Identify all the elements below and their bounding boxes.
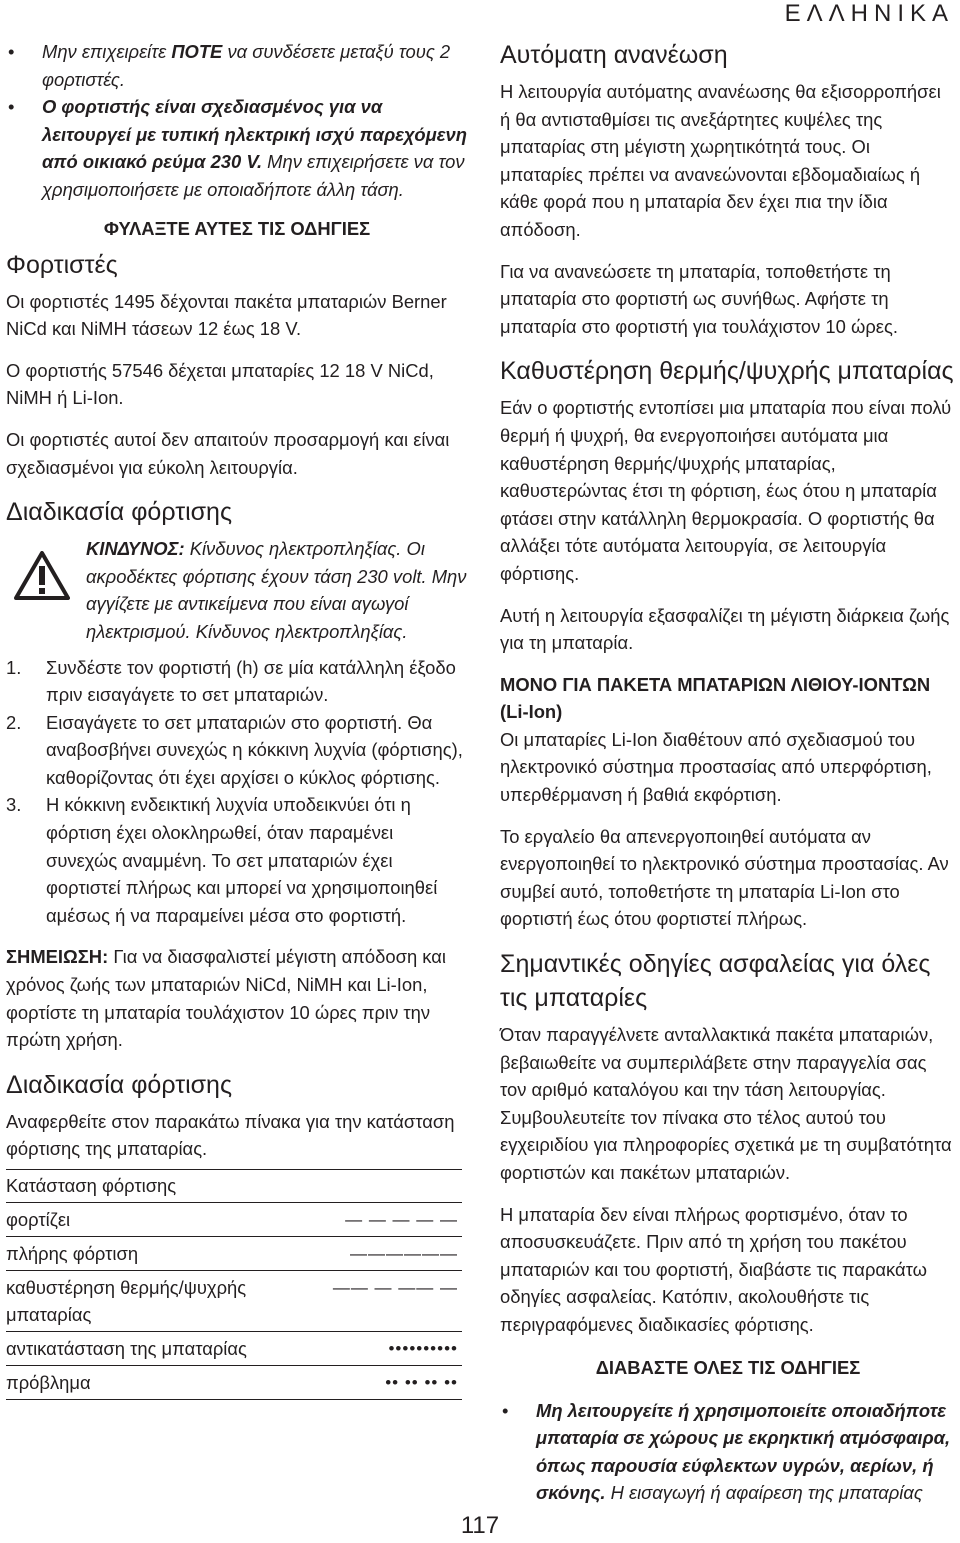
left-column — [6, 38, 468, 1400]
list-item: 1. Συνδέστε τον φορτιστή (h) σε μία κατάλληλη έξοδο πριν εισαγάγετε το σετ μπαταριών. — [6, 656, 456, 706]
table-header: Κατάσταση φόρτισης — [6, 1170, 462, 1203]
li-ion-paragraph: Το εργαλείο θα απενεργοποιηθεί αυτόματα αν ενεργοποιηθεί το ηλεκτρονικό σύστημα προστασίας. Αν συμβεί αυτό, τοποθετήστε τη μπαταρία Li-Ion στο φορτιστή έως ότου φορτιστεί πλήρως. — [500, 825, 949, 930]
safety-paragraph: Η μπαταρία δεν είναι πλήρως φορτισμένο, όταν το αποσυσκευάζετε. Πριν από τη χρήση του πακέτου μπαταριών και του φορτιστή, διαβάστε τις παρακάτω οδηγίες ασφαλείας. Κατόπιν, ακολουθήστε τις περιγραφόμενες διαδικασίες φόρτισης. — [500, 1203, 927, 1335]
li-ion-heading: ΜΟΝΟ ΓΙΑ ΠΑΚΕΤΑ ΜΠΑΤΑΡΙΩΝ ΛΙΘΙΟΥ-ΙΟΝΤΩΝ (Li-Ion) — [500, 673, 931, 723]
list-item: 2. Εισαγάγετε το σετ μπαταριών στο φορτιστή. Θα αναβοσβήνει συνεχώς η κόκκινη λυχνία (φόρτισης), καθορίζοντας ότι έχει αρχίσει ο κύκλος φόρτισης. — [6, 711, 463, 788]
left-bullet-list — [6, 38, 468, 204]
danger-warning — [6, 535, 468, 645]
list-item: 3. Η κόκκινη ενδεικτική λυχνία υποδεικνύει ότι η φόρτιση έχει ολοκληρωθεί, όταν παραμένει συνεχώς αναμμένη. Το σετ μπαταριών έχει φορτιστεί πλήρως και μπορεί να χρησιμοποιηθεί αμέσως ή να παραμείνει μέσα στο φορτιστή. — [6, 794, 438, 926]
table-row: αντικατάσταση της μπαταρίας •••••••••• — [6, 1332, 462, 1366]
right-column — [500, 38, 956, 1507]
chargers-paragraph: Οι φορτιστές 1495 δέχονται πακέτα μπαταριών Berner NiCd και NiMH τάσεων 12 έως 18 V. — [6, 290, 447, 340]
indicator-pattern: •••••••••• — [328, 1332, 462, 1366]
language-header: ΕΛΛΗΝΙΚΑ — [784, 0, 954, 27]
note-paragraph: ΣΗΜΕΙΩΣΗ: Για να διασφαλιστεί μέγιστη απόδοση και χρόνος ζωής των μπαταριών NiCd, NiMH και Li-Ion, φορτίστε τη μπαταρία τουλάχιστον 10 ώρες πριν την πρώτη χρήση. — [6, 946, 446, 1051]
hot-cold-paragraph: Εάν ο φορτιστής εντοπίσει μια μπαταρία που είναι πολύ θερμή ή ψυχρή, θα ενεργοποιήσει αυτόματα μια καθυστέρηση θερμής/ψυχρής μπαταρίας, καθυστερώντας έτσι τη φόρτιση, έως ότου η μπαταρία φτάσει στην κατάλληλη θερμοκρασία. Ο φορτιστής θα αλλάξει τότε αυτόματα λειτουργία, σε λειτουργία φόρτισης. — [500, 397, 952, 584]
table-intro: Αναφερθείτε στον παρακάτω πίνακα για την κατάσταση φόρτισης της μπαταρίας. — [6, 1110, 455, 1160]
table-row: φορτίζει — — — — — — [6, 1203, 462, 1237]
auto-tuneup-paragraph: Η λειτουργία αυτόματης ανανέωσης θα εξισορροπήσει ή θα αντισταθμίσει τις ανεξάρτητες κυψέλες της μπαταρίας στη μέγιστη χωρητικότητά τους. Οι μπαταρίες πρέπει να ανανεώνονται εβδομαδιαίως ή κάθε φορά που η μπαταρία δεν έχει πια την ίδια απόδοση. — [500, 81, 941, 240]
list-item: • Μη λειτουργείτε ή χρησιμοποιείτε οποιαδήποτε μπαταρία σε χώρους με εκρηκτική ατμόσφαιρα, όπως παρουσία εύφλεκτων υγρών, αερίων, ή σκόνης. Η εισαγωγή ή αφαίρεση της μπαταρίας — [500, 1397, 956, 1507]
charging-procedure-heading-2: Διαδικασία φόρτισης — [6, 1070, 233, 1099]
li-ion-paragraph: Οι μπαταρίες Li-Ion διαθέτουν από σχεδιασμού του ηλεκτρονικό σύστημα προστασίας από υπερφόρτιση, υπερθέρμανση ή βαθιά εκφόρτιση. — [500, 728, 932, 806]
save-instructions-heading: ΦΥΛΑΞΤΕ ΑΥΤΕΣ ΤΙΣ ΟΔΗΓΙΕΣ — [103, 217, 371, 239]
warning-text: ΚΙΝΔΥΝΟΣ: Κίνδυνος ηλεκτροπληξίας. Οι ακροδέκτες φόρτισης έχουν τάση 230 volt. Μην αγγίζετε με αντικείμενα που είναι αγωγοί ηλεκτρισμού. Κίνδυνος ηλεκτροπληξίας. — [86, 538, 467, 642]
hot-cold-paragraph: Αυτή η λειτουργία εξασφαλίζει τη μέγιστη διάρκεια ζωής για τη μπαταρία. — [500, 604, 950, 654]
read-all-instructions-heading: ΔΙΑΒΑΣΤΕ ΟΛΕΣ ΤΙΣ ΟΔΗΓΙΕΣ — [595, 1356, 861, 1378]
indicator-pattern: —— — —— — — [328, 1271, 462, 1332]
chargers-paragraph: Ο φορτιστής 57546 δέχεται μπαταρίες 12 18 V NiCd, NiMH ή Li-Ion. — [6, 359, 434, 409]
table-row: πρόβλημα •• •• •• •• — [6, 1366, 462, 1400]
safety-paragraph: Όταν παραγγέλνετε ανταλλακτικά πακέτα μπαταριών, βεβαιωθείτε να συμπεριλάβετε στην παραγγελία σας τον αριθμό καταλόγου και την τάση λειτουργίας. Συμβουλευτείτε τον πίνακα στο τέλος αυτού του εγχειριδίου για πληροφορίες σχετικά με τη συμβατότητα φορτιστών και πακέτων μπαταριών. — [500, 1024, 952, 1183]
indicator-pattern: •• •• •• •• — [328, 1366, 462, 1400]
warning-triangle-icon — [14, 551, 70, 601]
table-row: καθυστέρηση θερμής/ψυχρής μπαταρίας —— — —— — — [6, 1271, 462, 1332]
indicator-pattern: —————— — [328, 1237, 462, 1271]
hot-cold-delay-heading: Καθυστέρηση θερμής/ψυχρής μπαταρίας — [500, 357, 954, 386]
charging-procedure-heading: Διαδικασία φόρτισης — [6, 498, 233, 527]
list-item: • Μην επιχειρείτε ΠΟΤΕ να συνδέσετε μεταξύ τους 2 φορτιστές. — [6, 38, 468, 93]
charging-steps — [6, 654, 468, 930]
chargers-heading: Φορτιστές — [6, 250, 118, 279]
chargers-paragraph: Οι φορτιστές αυτοί δεν απαιτούν προσαρμογή και είναι σχεδιασμένοι για εύκολη λειτουργία. — [6, 428, 450, 478]
auto-tuneup-heading: Αυτόματη ανανέωση — [500, 41, 728, 69]
auto-tuneup-paragraph: Για να ανανεώσετε τη μπαταρία, τοποθετήστε τη μπαταρία στο φορτιστή ως συνήθως. Αφήστε τη μπαταρία στο φορτιστή για τουλάχιστον 10 ώρες. — [500, 260, 898, 337]
list-item: • Ο φορτιστής είναι σχεδιασμένος για να λειτουργεί με τυπική ηλεκτρική ισχύ παρεχόμενη από οικιακό ρεύμα 230 V. Μην επιχειρήσετε να τον χρησιμοποιήσετε με οποιαδήποτε άλλη τάση. — [6, 93, 468, 203]
indicator-pattern: — — — — — — [328, 1203, 462, 1237]
page-number: 117 — [460, 1512, 500, 1539]
charge-status-table — [6, 1169, 462, 1400]
table-row: πλήρης φόρτιση —————— — [6, 1237, 462, 1271]
safety-bullet-list — [500, 1397, 956, 1507]
safety-heading: Σημαντικές οδηγίες ασφαλείας για όλες τις μπαταρίες — [500, 950, 931, 1013]
